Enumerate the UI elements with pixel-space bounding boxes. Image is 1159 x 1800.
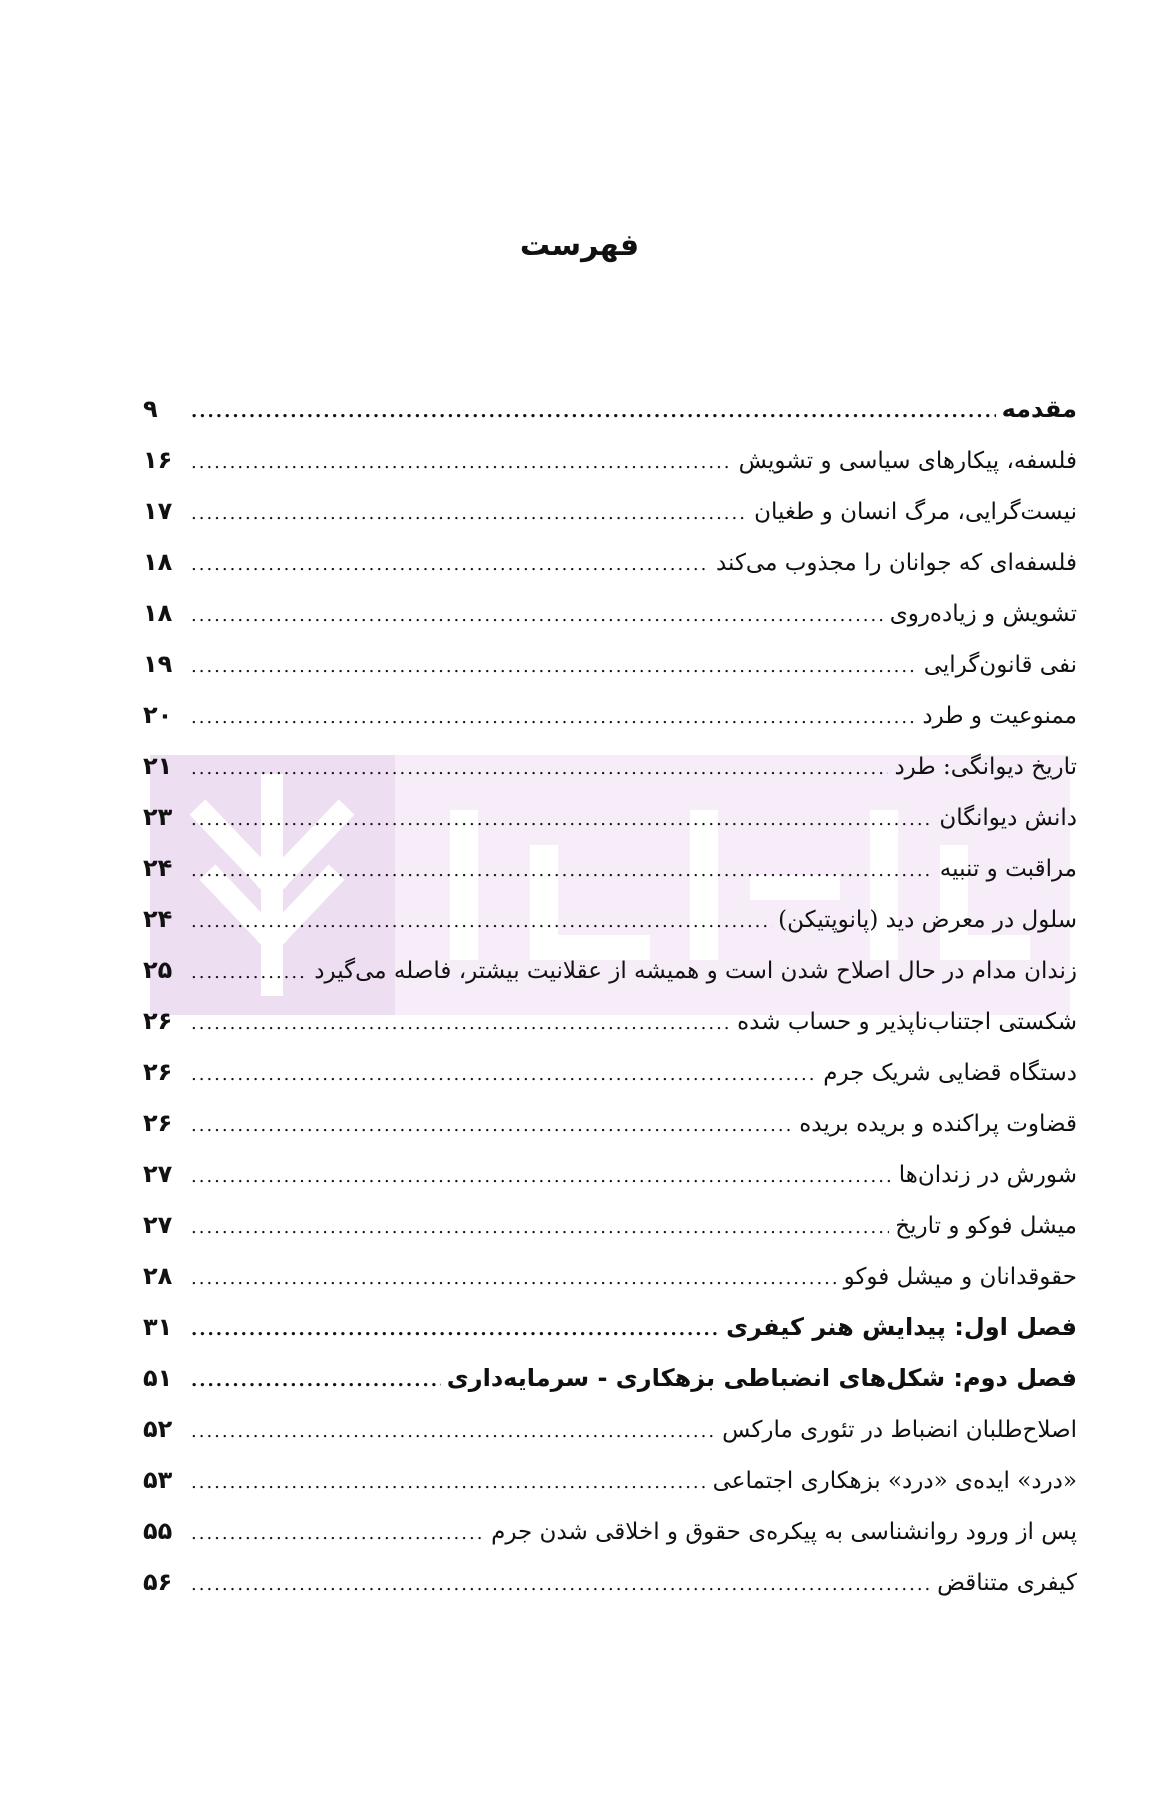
toc-entry-label: نیست‌گرایی، مرگ انسان و طغیان [754, 499, 1077, 525]
toc-entry-label: تاریخ دیوانگی: طرد [894, 754, 1077, 780]
toc-entry [143, 1200, 1077, 1251]
toc-leader-dots [187, 1100, 793, 1151]
page-title: فهرست [519, 228, 640, 263]
toc-leader-dots [187, 437, 733, 488]
toc-leader-dots [187, 1304, 720, 1355]
table-of-contents [143, 384, 1077, 1608]
toc-entry-label: فلسفه، پیکارهای سیاسی و تشویش [738, 448, 1077, 474]
toc-entry-page-number: ۲۵ [143, 956, 173, 984]
toc-entry-label: نفی قانون‌گرایی [923, 652, 1077, 678]
toc-entry-label: پس از ورود روانشناسی به پیکره‌ی حقوق و اخلاقی شدن جرم [491, 1519, 1077, 1545]
toc-entry-label: مقدمه [1001, 395, 1077, 423]
toc-entry [143, 1557, 1077, 1608]
toc-entry-label: زندان مدام در حال اصلاح شدن است و همیشه از عقلانیت بیشتر، فاصله می‌گیرد [314, 958, 1077, 984]
toc-entry-label: سلول در معرض دید (پانوپتیکن) [778, 907, 1077, 933]
toc-leader-dots [187, 845, 934, 896]
toc-entry [143, 741, 1077, 792]
toc-entry [143, 792, 1077, 843]
toc-leader-dots [187, 1457, 707, 1508]
toc-entry [143, 1506, 1077, 1557]
toc-entry-label: میشل فوکو و تاریخ [895, 1213, 1077, 1239]
toc-leader-dots [187, 896, 772, 947]
toc-leader-dots [187, 794, 933, 845]
toc-entry-page-number: ۵۵ [143, 1517, 173, 1545]
toc-entry-page-number: ۵۲ [143, 1415, 173, 1443]
toc-entry-page-number: ۳۱ [143, 1313, 173, 1341]
toc-leader-dots [187, 590, 884, 641]
toc-entry [143, 1149, 1077, 1200]
toc-entry-page-number: ۲۶ [143, 1109, 173, 1137]
toc-leader-dots [187, 1508, 485, 1559]
toc-leader-dots [187, 692, 916, 743]
toc-entry-label: اصلاح‌طلبان انضباط در تئوری مارکس [722, 1417, 1077, 1443]
toc-entry [143, 1302, 1077, 1353]
toc-entry [143, 639, 1077, 690]
toc-entry-label: شورش در زندان‌ها [898, 1162, 1077, 1188]
toc-entry [143, 435, 1077, 486]
toc-leader-dots [187, 641, 918, 692]
toc-entry-page-number: ۵۶ [143, 1568, 173, 1596]
toc-entry [143, 945, 1077, 996]
toc-entry-label: «درد» ایده‌ی «درد» بزهکاری اجتماعی [712, 1468, 1077, 1494]
toc-entry-page-number: ۵۱ [143, 1364, 173, 1392]
toc-leader-dots [187, 488, 748, 539]
toc-leader-dots [187, 386, 996, 437]
toc-entry-page-number: ۱۸ [143, 599, 173, 627]
toc-entry [143, 1455, 1077, 1506]
toc-leader-dots [187, 1406, 716, 1457]
toc-entry-page-number: ۹ [143, 395, 158, 423]
toc-entry-page-number: ۲۴ [143, 854, 173, 882]
toc-entry [143, 588, 1077, 639]
toc-entry-page-number: ۲۰ [143, 701, 173, 729]
toc-leader-dots [187, 1049, 817, 1100]
toc-entry-label: مراقبت و تنبیه [939, 856, 1077, 882]
toc-entry [143, 537, 1077, 588]
toc-entry-page-number: ۲۸ [143, 1262, 173, 1290]
toc-entry-label: فصل اول: پیدایش هنر کیفری [726, 1313, 1077, 1341]
toc-entry [143, 894, 1077, 945]
toc-entry-page-number: ۲۶ [143, 1058, 173, 1086]
toc-entry-page-number: ۵۳ [143, 1466, 173, 1494]
toc-entry-label: دستگاه قضایی شریک جرم [823, 1060, 1077, 1086]
toc-entry-label: تشویش و زیاده‌روی [889, 601, 1077, 627]
toc-leader-dots [187, 1559, 931, 1610]
toc-entry-page-number: ۲۷ [143, 1160, 173, 1188]
toc-entry-label: کیفری متناقض [937, 1570, 1077, 1596]
toc-entry-page-number: ۲۶ [143, 1007, 173, 1035]
toc-entry [143, 690, 1077, 741]
toc-entry-label: حقوقدانان و میشل فوکو [843, 1264, 1077, 1290]
toc-entry-label: قضاوت پراکنده و بریده بریده [799, 1111, 1077, 1137]
toc-entry [143, 843, 1077, 894]
toc-entry-label: ممنوعیت و طرد [922, 703, 1077, 729]
toc-entry [143, 996, 1077, 1047]
toc-entry-page-number: ۱۹ [143, 650, 173, 678]
toc-entry [143, 486, 1077, 537]
toc-entry [143, 1047, 1077, 1098]
toc-leader-dots [187, 539, 710, 590]
toc-entry-label: فلسفه‌ای که جوانان را مجذوب می‌کند [715, 550, 1077, 576]
toc-leader-dots [187, 743, 888, 794]
toc-entry-label: شکستی اجتناب‌ناپذیر و حساب شده [737, 1009, 1077, 1035]
toc-entry-page-number: ۲۱ [143, 752, 173, 780]
toc-entry-page-number: ۲۷ [143, 1211, 173, 1239]
toc-leader-dots [187, 1253, 838, 1304]
toc-leader-dots [187, 1355, 441, 1406]
toc-entry-label: فصل دوم: شکل‌های انضباطی بزهکاری - سرمایه‌داری [446, 1364, 1077, 1392]
toc-entry-page-number: ۲۴ [143, 905, 173, 933]
toc-entry [143, 384, 1077, 435]
toc-entry-page-number: ۱۶ [143, 446, 173, 474]
toc-entry-page-number: ۱۷ [143, 497, 173, 525]
toc-entry [143, 1251, 1077, 1302]
toc-entry [143, 1404, 1077, 1455]
toc-entry-page-number: ۱۸ [143, 548, 173, 576]
toc-leader-dots [187, 947, 308, 998]
toc-entry [143, 1353, 1077, 1404]
toc-entry-page-number: ۲۳ [143, 803, 173, 831]
toc-leader-dots [187, 1202, 889, 1253]
toc-entry-label: دانش دیوانگان [939, 805, 1077, 831]
toc-leader-dots [187, 1151, 893, 1202]
toc-entry [143, 1098, 1077, 1149]
toc-leader-dots [187, 998, 731, 1049]
